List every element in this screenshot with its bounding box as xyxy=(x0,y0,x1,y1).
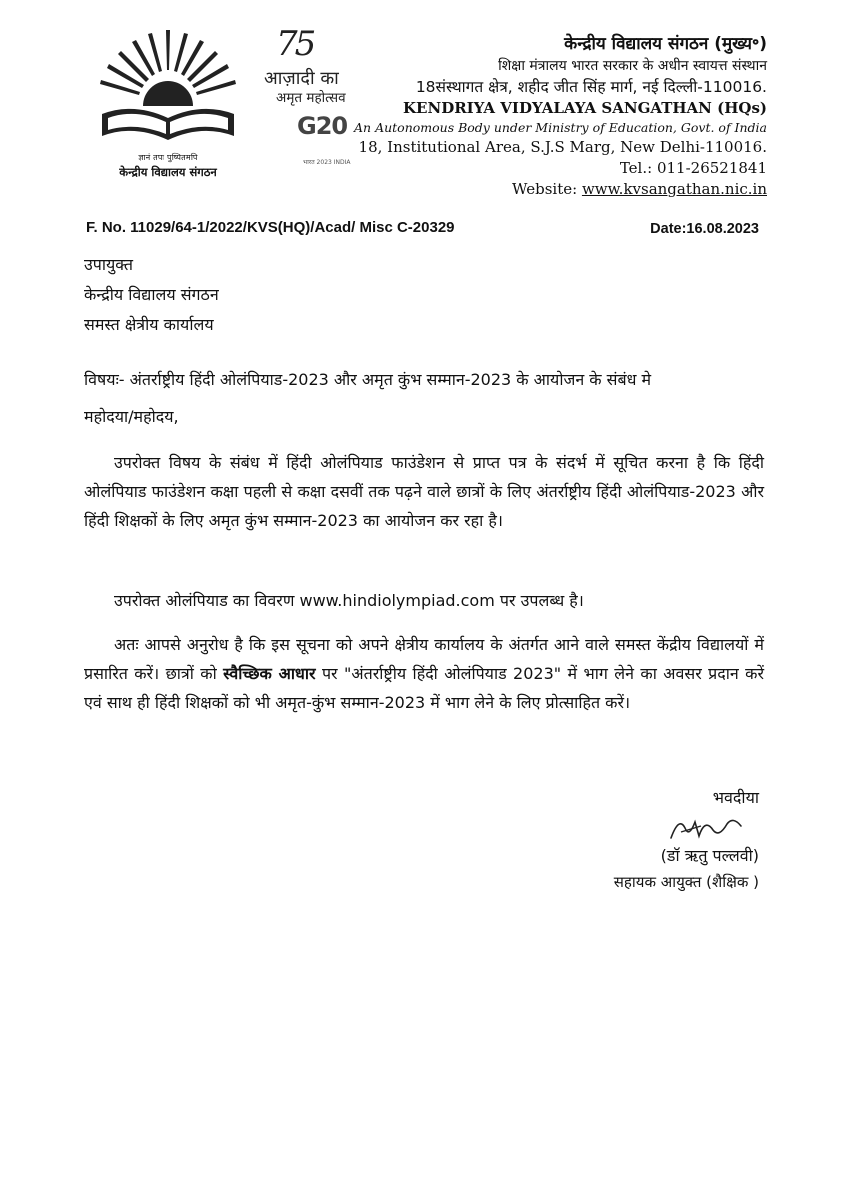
address-hindi: 18संस्थागत क्षेत्र, शहीद जीत सिंह मार्ग, नई दिल्ली-110016. xyxy=(415,78,767,96)
voluntary-basis-emphasis: स्वैच्छिक आधार xyxy=(223,664,316,683)
kvs-logo xyxy=(88,22,248,184)
body-paragraph-3 xyxy=(84,630,764,717)
g20-tagline: भारत 2023 INDIA xyxy=(303,159,351,166)
g20-mark: G20 xyxy=(297,112,348,140)
handwritten-signature xyxy=(661,808,751,848)
org-name-hindi: केन्द्रीय विद्यालय संगठन (मुख्य॰) xyxy=(564,34,767,54)
salutation: महोदया/महोदय, xyxy=(84,407,179,426)
paragraph-text: पर "अंतर्राष्ट्रीय हिंदी ओलंपियाड 2023" में भाग लेने का अवसर प्रदान करें एवं साथ ही हिंदी शिक्षकों को भी अमृत-कुंभ सम्मान-2023 में भाग लेने के लिए प्रोत्साहित करें। xyxy=(84,664,764,712)
file-number: F. No. 11029/64-1/2022/KVS(HQ)/Acad/ Misc C-20329 xyxy=(86,219,455,236)
letterhead-address xyxy=(354,32,767,200)
website-line xyxy=(354,179,767,200)
kvs-emblem-icon xyxy=(88,22,248,152)
org-name-english: KENDRIYA VIDYALAYA SANGATHAN (HQs) xyxy=(403,99,767,117)
signatory-designation: सहायक आयुक्त (शैक्षिक ) xyxy=(613,873,759,891)
letter-date: Date:16.08.2023 xyxy=(650,221,759,237)
org-subtitle-hindi: शिक्षा मंत्रालय भारत सरकार के अधीन स्वायत्त संस्थान xyxy=(498,58,767,74)
azadi-75-mark: 75 xyxy=(276,24,314,64)
addressee-line: समस्त क्षेत्रीय कार्यालय xyxy=(84,315,214,334)
website-link[interactable]: www.kvsangathan.nic.in xyxy=(581,180,767,198)
addressee-line: उपायुक्त xyxy=(84,255,133,274)
address-english: 18, Institutional Area, S.J.S Marg, New Delhi-110016. xyxy=(358,138,767,156)
body-paragraph-1: उपरोक्त विषय के संबंध में हिंदी ओलंपियाड फाउंडेशन से प्राप्त पत्र के संदर्भ में सूचित करना है कि हिंदी ओलंपियाड फाउंडेशन कक्षा पहली से कक्षा दसवीं तक पढ़ने वाले छात्रों के लिए अंतर्राष्ट्रीय हिंदी ओलंपियाड-2023 और हिंदी शिक्षकों के लिए अमृत कुंभ सम्मान-2023 का आयोजन कर रहा है। xyxy=(84,453,764,530)
azadi-subtitle: अमृत महोत्सव xyxy=(276,90,346,106)
addressee-line: केन्द्रीय विद्यालय संगठन xyxy=(84,285,219,304)
telephone: Tel.: 011-26521841 xyxy=(619,159,767,177)
logo-org-name: केन्द्रीय विद्यालय संगठन xyxy=(119,165,217,179)
azadi-title: आज़ादी का xyxy=(264,68,339,89)
signatory-name: (डॉ ऋतु पल्लवी) xyxy=(660,846,759,865)
website-label: Website: xyxy=(512,180,582,198)
org-subtitle-english: An Autonomous Body under Ministry of Education, Govt. of India xyxy=(354,120,767,135)
body-paragraph-2: उपरोक्त ओलंपियाड का विवरण www.hindiolympiad.com पर उपलब्ध है। xyxy=(114,591,584,610)
paragraph-text: अतः आपसे अनुरोध है कि इस सूचना को अपने क्षेत्रीय कार्यालय के अंतर्गत आने वाले समस्त केंद्रीय विद्यालयों में प्रसारित करें। छात्रों को xyxy=(84,635,764,683)
addressee-block xyxy=(84,250,219,340)
closing: भवदीया xyxy=(712,788,759,807)
logo-motto: ज्ञानं तपः पुष्पितमपि xyxy=(138,153,198,162)
letter-subject: विषयः- अंतर्राष्ट्रीय हिंदी ओलंपियाड-2023 और अमृत कुंभ सम्मान-2023 के आयोजन के संबंध मे xyxy=(84,370,652,389)
